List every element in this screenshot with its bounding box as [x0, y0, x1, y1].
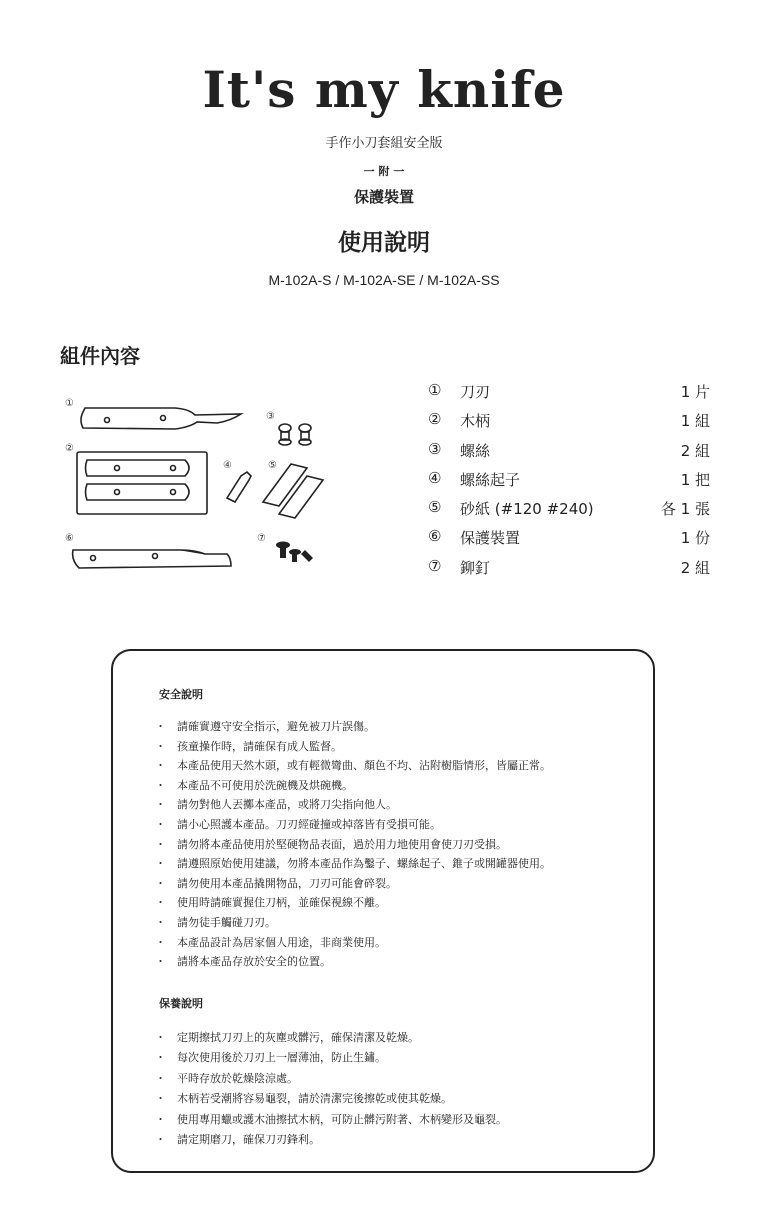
list-item: ・ 本產品使用天然木頭，或有輕微彎曲、顏色不均、沾附樹脂情形，皆屬正常。 — [155, 759, 551, 773]
list-item: ・ 請將本產品存放於安全的位置。 — [155, 955, 331, 969]
figure-marker-3: ③ — [266, 411, 275, 422]
parts-illustration — [55, 390, 345, 585]
list-item: ・ 孩童操作時，請確保有成人監督。 — [155, 739, 342, 753]
part-number: ② — [428, 410, 442, 429]
brand-logo: It's my knife — [202, 60, 566, 119]
list-item: ・ 請勿對他人丟擲本產品，或將刀尖指向他人。 — [155, 798, 397, 812]
part-name: 螺絲 — [460, 441, 491, 460]
part-name: 保護裝置 — [460, 529, 521, 548]
screwdriver-icon — [227, 472, 251, 502]
part-quantity: 1 份 — [680, 529, 710, 548]
list-item: ・ 木柄若受潮將容易龜裂，請於清潔完後擦乾或使其乾燥。 — [155, 1092, 452, 1106]
figure-marker-5: ⑤ — [268, 460, 277, 471]
list-item — [428, 495, 710, 524]
safety-list — [155, 718, 551, 973]
components-title: 組件內容 — [60, 344, 140, 368]
part-quantity: 1 組 — [680, 412, 710, 431]
list-item: ・ 請勿徒手觸碰刀刃。 — [155, 915, 276, 929]
part-number: ④ — [428, 468, 442, 487]
screws-icon — [279, 424, 311, 445]
safety-title: 安全說明 — [159, 688, 203, 701]
attachment-item: 保護裝置 — [353, 188, 414, 206]
parts-list — [428, 378, 710, 583]
wood-handle-icon — [77, 452, 207, 514]
figure-marker-6: ⑥ — [65, 533, 74, 544]
part-quantity: 各 1 張 — [660, 500, 710, 519]
list-item — [428, 378, 710, 407]
part-name: 木柄 — [460, 412, 491, 431]
part-name: 螺絲起子 — [460, 470, 521, 489]
manual-title: 使用說明 — [338, 230, 430, 256]
part-number: ⑤ — [428, 498, 442, 517]
part-name: 刀刃 — [460, 383, 491, 401]
attachment-label: 一 附 一 — [363, 165, 405, 178]
part-quantity: 2 組 — [680, 441, 710, 460]
part-quantity: 1 片 — [680, 383, 710, 401]
list-item — [428, 466, 710, 495]
part-number: ③ — [428, 439, 442, 458]
instructions-box — [111, 649, 655, 1173]
list-item: ・ 平時存放於乾燥陰涼處。 — [155, 1071, 298, 1085]
list-item: ・ 請小心照護本產品。刀刃經碰撞或掉落皆有受損可能。 — [155, 817, 441, 831]
list-item: ・ 本產品設計為居家個人用途，非商業使用。 — [155, 935, 386, 949]
list-item: ・ 請遵照原始使用建議，勿將本產品作為鑿子、螺絲起子、錐子或開罐器使用。 — [155, 857, 551, 871]
list-item: ・ 使用時請確實握住刀柄，並確保視線不離。 — [155, 896, 386, 910]
model-numbers: M-102A-S / M-102A-SE / M-102A-SS — [268, 272, 500, 288]
part-quantity: 1 把 — [680, 470, 710, 489]
care-title: 保養說明 — [159, 997, 203, 1010]
list-item — [428, 554, 710, 583]
list-item: ・ 請勿將本產品使用於堅硬物品表面，過於用力地使用會使刀刃受損。 — [155, 837, 507, 851]
figure-marker-4: ④ — [223, 460, 232, 471]
list-item: ・ 請確實遵守安全指示，避免被刀片誤傷。 — [155, 720, 375, 733]
list-item: ・ 使用專用蠟或護木油擦拭木柄，可防止髒污附著、木柄變形及龜裂。 — [155, 1112, 507, 1126]
list-item — [428, 437, 710, 466]
part-name: 鉚釘 — [460, 558, 491, 577]
rivets-icon — [276, 542, 313, 563]
list-item: ・ 請勿使用本產品撬開物品，刀刃可能會碎裂。 — [155, 876, 397, 890]
list-item: ・ 請定期磨刀，確保刀刃鋒利。 — [155, 1132, 320, 1146]
part-number: ① — [428, 381, 442, 399]
figure-marker-7: ⑦ — [257, 533, 266, 544]
part-number: ⑥ — [428, 527, 442, 546]
part-name: 砂紙 (#120 #240) — [460, 500, 594, 519]
list-item — [428, 524, 710, 553]
figure-marker-2: ② — [65, 443, 74, 454]
figure-marker-1: ① — [65, 398, 74, 409]
protective-device-icon — [73, 550, 231, 568]
list-item: ・ 本產品不可使用於洗碗機及烘碗機。 — [155, 778, 353, 792]
care-list — [155, 1029, 507, 1151]
list-item: ・ 定期擦拭刀刃上的灰塵或髒污，確保清潔及乾燥。 — [155, 1031, 419, 1044]
part-quantity: 2 組 — [680, 558, 710, 577]
product-subtitle: 手作小刀套組安全版 — [325, 136, 443, 151]
part-number: ⑦ — [428, 556, 442, 575]
list-item: ・ 每次使用後於刀刃上一層薄油，防止生鏽。 — [155, 1051, 386, 1065]
list-item — [428, 407, 710, 436]
